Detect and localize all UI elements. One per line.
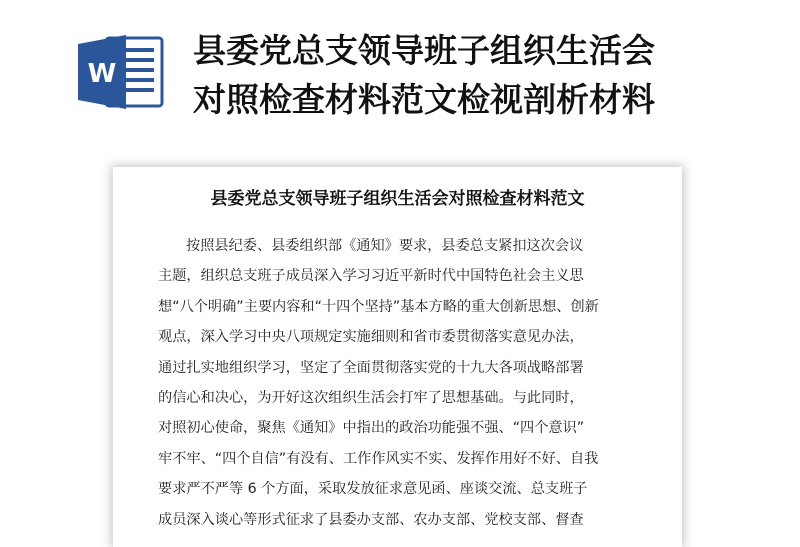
- document-line: 通过扎实地组织学习，坚定了全面贯彻落实党的十九大各项战略部署: [158, 359, 584, 376]
- document-line: 对照初心使命，聚焦《通知》中指出的政治功能强不强、“四个意识”: [158, 420, 585, 437]
- word-document-icon: [76, 32, 166, 112]
- header-banner: [0, 0, 800, 150]
- document-line: 要求严不严等 6 个方面，采取发放征求意见函、座谈交流、总支班子: [158, 481, 588, 498]
- word-icon-letter: W: [87, 59, 117, 89]
- document-line: 的信心和决心，为开好这次组织生活会打牢了思想基础。与此同时，: [158, 389, 584, 406]
- document-page: [113, 167, 682, 547]
- document-line: 成员深入谈心等形式征求了县委办支部、农办支部、党校支部、督查: [158, 511, 584, 528]
- document-line: 想“八个明确”主要内容和“十四个坚持”基本方略的重大创新思想、创新: [158, 298, 599, 315]
- document-title: 县委党总支领导班子组织生活会对照检查材料范文: [210, 189, 585, 209]
- document-line: 牢不牢、“四个自信”有没有、工作作风实不实、发挥作用好不好、自我: [158, 450, 599, 467]
- document-body: [158, 231, 644, 535]
- document-line: 按照县纪委、县委组织部《通知》要求，县委总支紧扣这次会议: [186, 238, 584, 254]
- page-title-line-1: 县委党总支领导班子组织生活会: [193, 31, 655, 70]
- page-title-line-2: 对照检查材料范文检视剖析材料: [193, 80, 655, 119]
- document-line: 主题，组织总支班子成员深入学习习近平新时代中国特色社会主义思: [158, 268, 584, 285]
- page-title: [193, 26, 793, 124]
- document-line: 观点，深入学习中央八项规定实施细则和省市委贯彻落实意见办法，: [158, 329, 584, 346]
